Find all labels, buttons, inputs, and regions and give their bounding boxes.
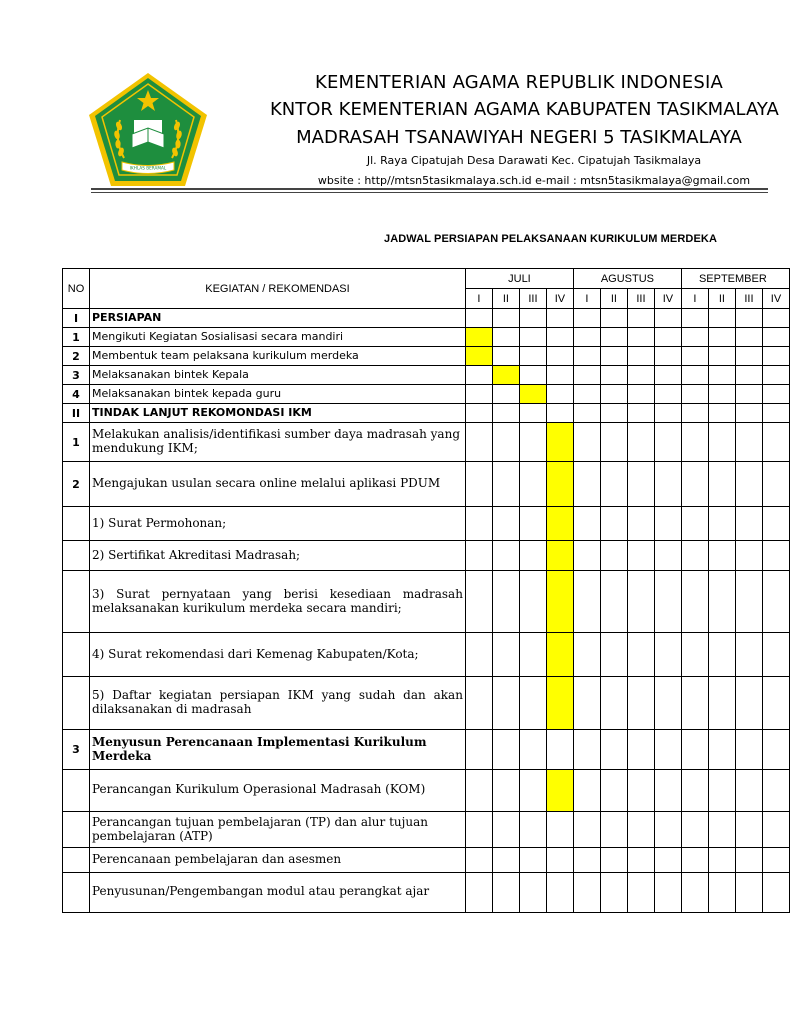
header-school: MADRASAH TSANAWIYAH NEGERI 5 TASIKMALAYA [296, 127, 742, 148]
week-cell [573, 507, 600, 541]
week-cell-scheduled [546, 571, 573, 633]
week-cell [735, 309, 762, 328]
week-cell [627, 404, 654, 423]
row-number: I [63, 309, 90, 328]
activity-cell: Mengikuti Kegiatan Sosialisasi secara mandiri [90, 328, 466, 347]
week-cell [492, 462, 519, 507]
week-cell [681, 404, 708, 423]
week-cell [519, 770, 546, 812]
activity-cell: 4) Surat rekomendasi dari Kemenag Kabupaten/Kota; [90, 633, 466, 677]
week-cell [573, 328, 600, 347]
week-cell [762, 812, 789, 848]
week-cell [573, 677, 600, 730]
week-cell-scheduled [492, 366, 519, 385]
table-row [63, 423, 790, 462]
week-cell [762, 328, 789, 347]
week-cell [762, 677, 789, 730]
week-cell [519, 812, 546, 848]
week-cell [681, 571, 708, 633]
row-number: 1 [63, 328, 90, 347]
table-row [63, 507, 790, 541]
week-cell [465, 309, 492, 328]
week-cell [600, 462, 627, 507]
logo-ribbon-text: IKHLAS BERAMAL [129, 165, 167, 171]
week-cell [573, 309, 600, 328]
week-header: II [492, 289, 519, 309]
activity-cell: Melaksanakan bintek Kepala [90, 366, 466, 385]
week-cell [492, 541, 519, 571]
week-cell [735, 423, 762, 462]
week-cell [681, 730, 708, 770]
week-cell [492, 848, 519, 873]
week-cell [735, 633, 762, 677]
table-row [63, 873, 790, 913]
week-cell [573, 541, 600, 571]
week-cell [708, 328, 735, 347]
activity-cell: Perencanaan pembelajaran dan asesmen [90, 848, 466, 873]
week-cell [519, 366, 546, 385]
week-cell [519, 404, 546, 423]
week-cell [492, 730, 519, 770]
week-cell [546, 404, 573, 423]
week-cell [708, 812, 735, 848]
week-header: II [600, 289, 627, 309]
week-cell [492, 507, 519, 541]
week-cell [546, 385, 573, 404]
week-cell [465, 404, 492, 423]
week-cell [735, 385, 762, 404]
week-cell [627, 507, 654, 541]
week-cell [681, 541, 708, 571]
row-number [63, 507, 90, 541]
week-cell [654, 571, 681, 633]
activity-cell: PERSIAPAN [90, 309, 466, 328]
week-cell [573, 770, 600, 812]
week-cell [654, 328, 681, 347]
week-cell [600, 423, 627, 462]
week-cell [627, 770, 654, 812]
table-row [63, 347, 790, 366]
week-cell [627, 677, 654, 730]
week-cell [492, 812, 519, 848]
week-cell [573, 873, 600, 913]
week-cell [735, 541, 762, 571]
week-cell [519, 462, 546, 507]
row-number [63, 677, 90, 730]
document-title: JADWAL PERSIAPAN PELAKSANAAN KURIKULUM MERDEKA [384, 233, 717, 245]
activity-cell: 5) Daftar kegiatan persiapan IKM yang sudah dan akan dilaksanakan di madrasah [90, 677, 466, 730]
week-cell [654, 366, 681, 385]
week-cell [519, 347, 546, 366]
week-cell [735, 328, 762, 347]
week-cell [681, 873, 708, 913]
row-number [63, 812, 90, 848]
schedule-table [62, 268, 790, 913]
week-cell [708, 462, 735, 507]
week-cell [762, 770, 789, 812]
week-cell [654, 462, 681, 507]
week-cell [519, 507, 546, 541]
week-cell [708, 385, 735, 404]
week-cell [708, 873, 735, 913]
week-cell [762, 309, 789, 328]
week-cell [627, 730, 654, 770]
week-cell [492, 309, 519, 328]
week-cell [654, 633, 681, 677]
kemenag-logo [86, 70, 210, 190]
week-cell [600, 366, 627, 385]
header-address: Jl. Raya Cipatujah Desa Darawati Kec. Cipatujah Tasikmalaya [366, 154, 702, 167]
week-cell [600, 541, 627, 571]
week-cell [762, 633, 789, 677]
week-cell [573, 848, 600, 873]
week-cell [492, 770, 519, 812]
week-cell [627, 309, 654, 328]
week-cell [546, 730, 573, 770]
week-cell [735, 347, 762, 366]
month-header-agustus: AGUSTUS [573, 269, 681, 289]
week-header: II [708, 289, 735, 309]
week-cell [627, 462, 654, 507]
row-number: 3 [63, 366, 90, 385]
week-cell [600, 633, 627, 677]
activity-cell: Menyusun Perencanaan Implementasi Kurikulum Merdeka [90, 730, 466, 770]
week-cell [762, 848, 789, 873]
table-row [63, 848, 790, 873]
week-cell [627, 571, 654, 633]
week-header: III [735, 289, 762, 309]
activity-cell: Mengajukan usulan secara online melalui aplikasi PDUM [90, 462, 466, 507]
week-cell [519, 309, 546, 328]
schedule-table-container [62, 268, 782, 916]
activity-cell: 1) Surat Permohonan; [90, 507, 466, 541]
week-cell [735, 677, 762, 730]
week-cell [600, 571, 627, 633]
week-cell [465, 571, 492, 633]
week-cell [600, 385, 627, 404]
week-header: I [465, 289, 492, 309]
week-cell [762, 462, 789, 507]
activity-cell: Perancangan Kurikulum Operasional Madrasah (KOM) [90, 770, 466, 812]
week-cell [654, 730, 681, 770]
week-cell [627, 328, 654, 347]
week-cell [627, 873, 654, 913]
week-cell [762, 347, 789, 366]
activity-cell: Perancangan tujuan pembelajaran (TP) dan alur tujuan pembelajaran (ATP) [90, 812, 466, 848]
week-cell [465, 812, 492, 848]
week-cell [492, 385, 519, 404]
week-cell [627, 541, 654, 571]
week-cell [681, 770, 708, 812]
week-cell [735, 812, 762, 848]
week-cell [708, 633, 735, 677]
table-row [63, 404, 790, 423]
week-cell-scheduled [546, 633, 573, 677]
week-cell [465, 677, 492, 730]
week-cell [492, 347, 519, 366]
week-cell [681, 347, 708, 366]
row-number [63, 848, 90, 873]
week-cell [762, 730, 789, 770]
week-cell [762, 507, 789, 541]
week-header: I [573, 289, 600, 309]
week-cell [735, 404, 762, 423]
week-cell [654, 812, 681, 848]
row-number [63, 873, 90, 913]
month-header-september: SEPTEMBER [681, 269, 789, 289]
week-cell [681, 633, 708, 677]
week-cell [762, 571, 789, 633]
week-cell [735, 873, 762, 913]
week-cell [762, 423, 789, 462]
week-cell [465, 873, 492, 913]
week-cell [600, 404, 627, 423]
table-row [63, 571, 790, 633]
week-cell-scheduled [546, 770, 573, 812]
week-cell-scheduled [546, 541, 573, 571]
week-cell [708, 730, 735, 770]
week-cell [654, 677, 681, 730]
activity-column-header: KEGIATAN / REKOMENDASI [90, 269, 466, 309]
row-number: 4 [63, 385, 90, 404]
week-cell [546, 328, 573, 347]
week-cell [654, 404, 681, 423]
week-cell [465, 507, 492, 541]
week-cell-scheduled [546, 507, 573, 541]
week-cell [600, 328, 627, 347]
week-cell [681, 848, 708, 873]
week-cell [708, 309, 735, 328]
table-row [63, 385, 790, 404]
week-cell [600, 730, 627, 770]
week-cell [600, 812, 627, 848]
week-cell [600, 507, 627, 541]
week-cell [519, 328, 546, 347]
week-cell [573, 812, 600, 848]
week-cell [654, 423, 681, 462]
week-header: IV [762, 289, 789, 309]
week-cell [492, 404, 519, 423]
week-cell [654, 507, 681, 541]
week-cell [708, 571, 735, 633]
week-cell [492, 633, 519, 677]
week-cell [519, 571, 546, 633]
week-cell [573, 366, 600, 385]
activity-cell: Penyusunan/Pengembangan modul atau perangkat ajar [90, 873, 466, 913]
week-cell [492, 423, 519, 462]
week-cell [627, 366, 654, 385]
week-cell [519, 423, 546, 462]
week-cell [573, 423, 600, 462]
week-cell [735, 848, 762, 873]
week-cell [519, 541, 546, 571]
week-cell [627, 385, 654, 404]
week-cell [465, 385, 492, 404]
week-header: I [681, 289, 708, 309]
table-row [63, 366, 790, 385]
week-cell [465, 633, 492, 677]
week-cell-scheduled [546, 462, 573, 507]
week-cell [519, 633, 546, 677]
week-header: IV [546, 289, 573, 309]
week-cell [573, 385, 600, 404]
table-row [63, 462, 790, 507]
month-header-juli: JULI [465, 269, 573, 289]
week-cell [708, 347, 735, 366]
week-cell [735, 366, 762, 385]
header-web-email: wbsite : http//mtsn5tasikmalaya.sch.id e-mail : mtsn5tasikmalaya@gmail.com [317, 174, 751, 187]
week-cell [708, 404, 735, 423]
table-row [63, 730, 790, 770]
row-number: 2 [63, 347, 90, 366]
week-cell [519, 730, 546, 770]
week-cell [492, 677, 519, 730]
week-cell [546, 848, 573, 873]
week-cell [681, 366, 708, 385]
week-cell [573, 633, 600, 677]
header-ministry: KEMENTERIAN AGAMA REPUBLIK INDONESIA [314, 72, 724, 93]
activity-cell: 2) Sertifikat Akreditasi Madrasah; [90, 541, 466, 571]
table-row [63, 541, 790, 571]
week-cell [627, 423, 654, 462]
week-cell [708, 507, 735, 541]
header-office: KNTOR KEMENTERIAN AGAMA KABUPATEN TASIKMALAYA [270, 99, 779, 120]
week-cell [573, 730, 600, 770]
row-number [63, 770, 90, 812]
header-rule-thin [91, 192, 768, 193]
week-cell [654, 541, 681, 571]
week-cell [465, 366, 492, 385]
week-cell [600, 347, 627, 366]
week-cell-scheduled [546, 423, 573, 462]
week-cell-scheduled [465, 347, 492, 366]
week-cell [627, 812, 654, 848]
week-cell [762, 385, 789, 404]
row-number [63, 633, 90, 677]
week-cell-scheduled [519, 385, 546, 404]
week-cell [735, 770, 762, 812]
week-cell [519, 873, 546, 913]
week-cell [735, 507, 762, 541]
week-cell [546, 873, 573, 913]
week-cell [465, 770, 492, 812]
week-cell [735, 571, 762, 633]
week-cell [654, 309, 681, 328]
week-cell [708, 423, 735, 462]
week-cell [627, 848, 654, 873]
week-cell [654, 385, 681, 404]
week-cell [708, 366, 735, 385]
activity-cell: Membentuk team pelaksana kurikulum merdeka [90, 347, 466, 366]
week-cell [546, 812, 573, 848]
week-cell [465, 848, 492, 873]
week-cell [654, 873, 681, 913]
table-row [63, 633, 790, 677]
week-cell [492, 328, 519, 347]
week-cell [762, 366, 789, 385]
week-cell [762, 873, 789, 913]
week-cell [654, 848, 681, 873]
week-cell [573, 404, 600, 423]
week-cell [681, 462, 708, 507]
table-row [63, 812, 790, 848]
week-cell [708, 541, 735, 571]
week-cell [519, 848, 546, 873]
week-cell [708, 770, 735, 812]
row-number: II [63, 404, 90, 423]
week-cell [735, 462, 762, 507]
week-cell [546, 347, 573, 366]
row-number [63, 541, 90, 571]
week-cell [681, 423, 708, 462]
week-cell [546, 366, 573, 385]
week-cell [465, 541, 492, 571]
week-cell [654, 770, 681, 812]
week-cell [492, 873, 519, 913]
week-cell [681, 385, 708, 404]
week-cell [600, 770, 627, 812]
row-number: 2 [63, 462, 90, 507]
week-header: III [627, 289, 654, 309]
week-cell [492, 571, 519, 633]
activity-cell: TINDAK LANJUT REKOMONDASI IKM [90, 404, 466, 423]
week-cell [681, 812, 708, 848]
week-cell [573, 571, 600, 633]
table-row [63, 309, 790, 328]
week-cell [600, 873, 627, 913]
week-cell [762, 404, 789, 423]
week-cell [708, 677, 735, 730]
week-cell [573, 347, 600, 366]
week-cell [681, 328, 708, 347]
activity-cell: Melakukan analisis/identifikasi sumber daya madrasah yang mendukung IKM; [90, 423, 466, 462]
week-cell [735, 730, 762, 770]
week-cell [708, 848, 735, 873]
week-cell [519, 677, 546, 730]
week-cell [465, 730, 492, 770]
week-cell [681, 309, 708, 328]
week-cell [573, 462, 600, 507]
week-header: III [519, 289, 546, 309]
activity-cell: 3) Surat pernyataan yang berisi kesediaan madrasah melaksanakan kurikulum merdeka secara mandiri; [90, 571, 466, 633]
row-number: 3 [63, 730, 90, 770]
week-cell [546, 309, 573, 328]
row-number: 1 [63, 423, 90, 462]
week-cell [654, 347, 681, 366]
week-cell [600, 309, 627, 328]
no-column-header: NO [63, 269, 90, 309]
week-header: IV [654, 289, 681, 309]
table-row [63, 328, 790, 347]
week-cell [600, 677, 627, 730]
week-cell [681, 507, 708, 541]
row-number [63, 571, 90, 633]
week-cell [465, 462, 492, 507]
table-row [63, 770, 790, 812]
week-cell [681, 677, 708, 730]
week-cell [627, 633, 654, 677]
week-cell-scheduled [465, 328, 492, 347]
week-cell [465, 423, 492, 462]
week-cell [627, 347, 654, 366]
week-cell [600, 848, 627, 873]
week-cell-scheduled [546, 677, 573, 730]
header-rule-thick [91, 188, 768, 190]
activity-cell: Melaksanakan bintek kepada guru [90, 385, 466, 404]
table-row [63, 677, 790, 730]
week-cell [762, 541, 789, 571]
